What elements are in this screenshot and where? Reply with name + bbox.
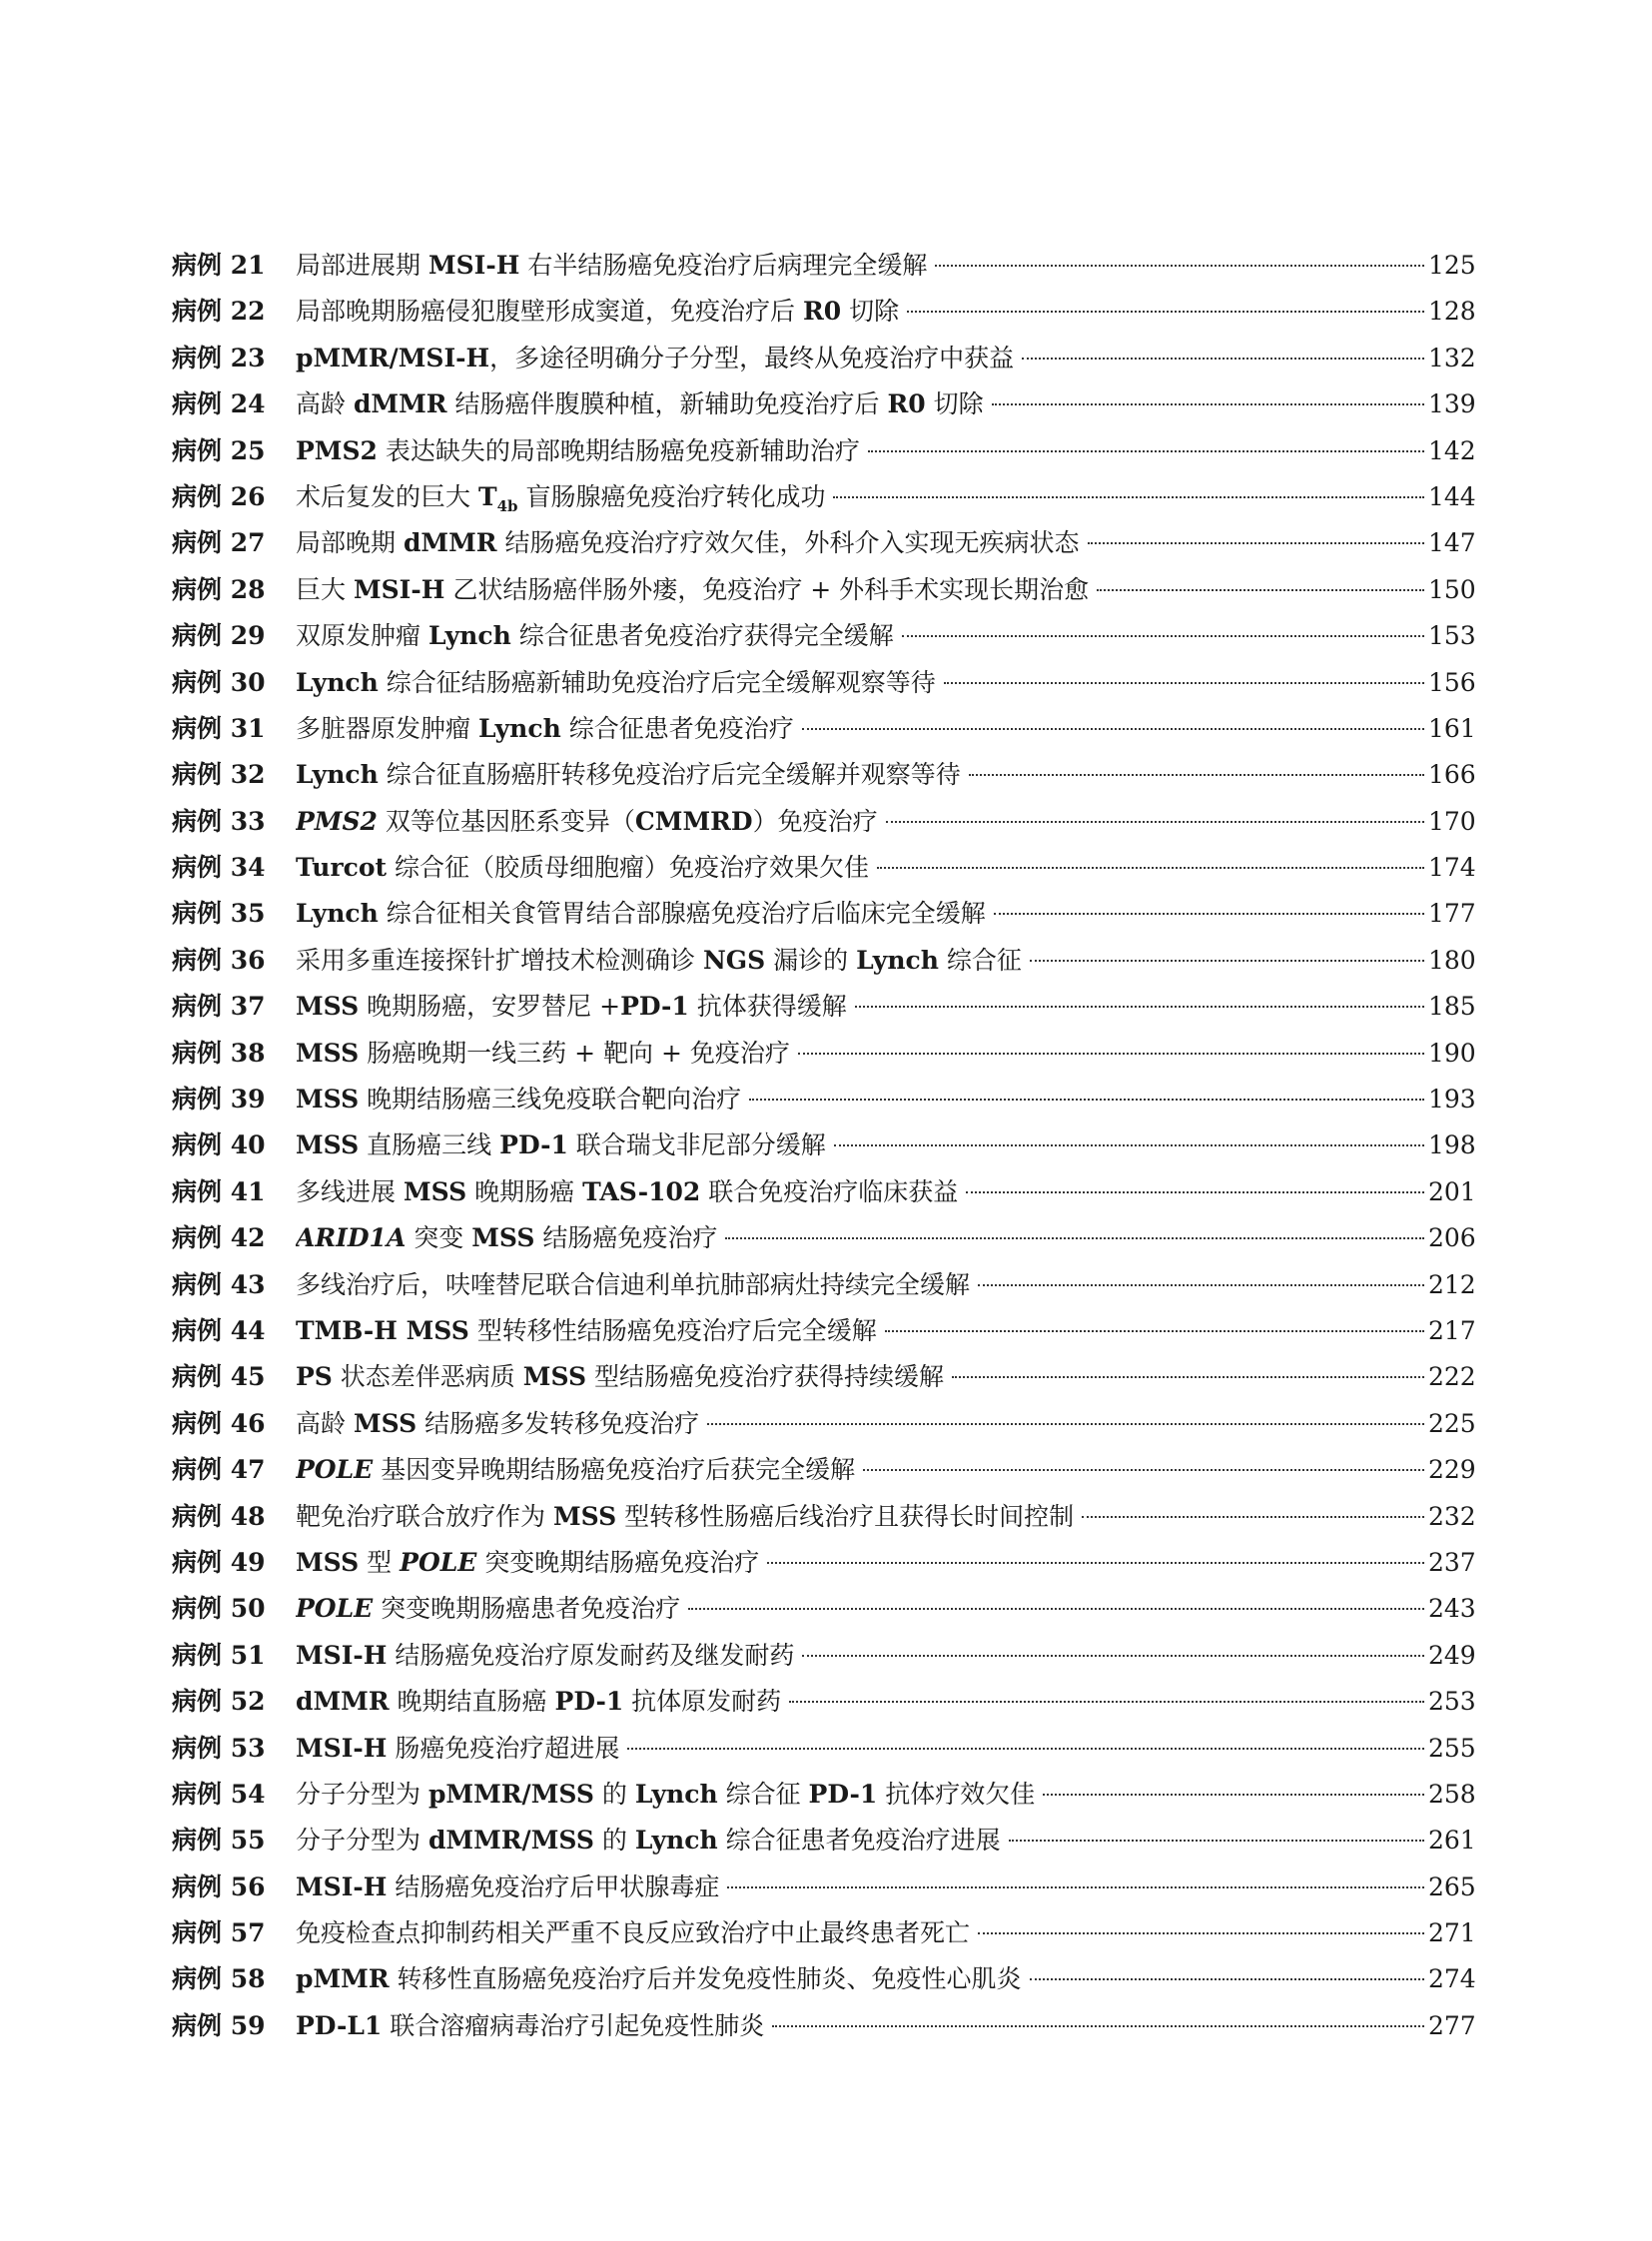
page-number: 144 (1428, 481, 1476, 511)
dot-leader (1088, 542, 1424, 544)
toc-entry[interactable] (172, 474, 1474, 520)
dot-leader (885, 1330, 1424, 1332)
toc-entry[interactable] (172, 243, 1474, 289)
toc-entry[interactable] (172, 1818, 1474, 1864)
dot-leader (798, 1053, 1424, 1055)
toc-entry[interactable] (172, 845, 1474, 891)
dot-leader (992, 403, 1424, 405)
toc-entry[interactable] (172, 1215, 1474, 1261)
toc-entry[interactable] (172, 1447, 1474, 1493)
page-number: 217 (1428, 1315, 1476, 1345)
case-label: 病例 27 (172, 528, 266, 558)
page-number: 177 (1428, 899, 1476, 929)
page-number: 225 (1428, 1408, 1476, 1438)
dot-leader (1022, 358, 1424, 360)
case-title: MSI-H 结肠癌免疫治疗原发耐药及继发耐药 (296, 1640, 795, 1670)
case-label: 病例 22 (172, 297, 266, 327)
case-label: 病例 21 (172, 251, 266, 280)
page-number: 229 (1428, 1455, 1476, 1485)
case-label: 病例 39 (172, 1085, 266, 1115)
case-title: MSS 肠癌晚期一线三药 + 靶向 + 免疫治疗 (296, 1038, 790, 1068)
dot-leader (886, 821, 1424, 823)
page-number: 253 (1428, 1687, 1476, 1717)
toc-entry[interactable] (172, 660, 1474, 706)
dot-leader (907, 311, 1424, 313)
case-label: 病例 31 (172, 713, 266, 743)
case-title: 高龄 MSS 结肠癌多发转移免疫治疗 (296, 1408, 700, 1438)
case-label: 病例 44 (172, 1315, 266, 1345)
toc-entry[interactable] (172, 567, 1474, 613)
case-title: Lynch 综合征相关食管胃结合部腺癌免疫治疗后临床完全缓解 (296, 899, 986, 929)
dot-leader (749, 1099, 1424, 1101)
dot-leader (802, 728, 1424, 730)
case-title: 分子分型为 pMMR/MSS 的 Lynch 综合征 PD-1 抗体疗效欠佳 (296, 1779, 1036, 1809)
page-number: 222 (1428, 1362, 1476, 1392)
page-number: 258 (1428, 1779, 1476, 1809)
toc-entry[interactable] (172, 1354, 1474, 1400)
toc-entry[interactable] (172, 1077, 1474, 1122)
case-label: 病例 42 (172, 1223, 266, 1253)
toc-entry[interactable] (172, 1169, 1474, 1215)
case-title: pMMR/MSI-H，多途径明确分子分型，最终从免疫治疗中获益 (296, 343, 1015, 373)
case-label: 病例 35 (172, 899, 266, 929)
dot-leader (1030, 1978, 1424, 1980)
toc-entry[interactable] (172, 799, 1474, 845)
toc-entry[interactable] (172, 891, 1474, 937)
case-label: 病例 56 (172, 1871, 266, 1901)
page-number: 166 (1428, 760, 1476, 790)
case-label: 病例 43 (172, 1269, 266, 1299)
dot-leader (944, 682, 1424, 684)
toc-entry[interactable] (172, 289, 1474, 335)
page-number: 132 (1428, 343, 1476, 373)
page-number: 243 (1428, 1594, 1476, 1624)
case-title: 局部晚期 dMMR 结肠癌免疫治疗疗效欠佳，外科介入实现无疾病状态 (296, 528, 1080, 558)
toc-entry[interactable] (172, 1910, 1474, 1956)
case-title: 分子分型为 dMMR/MSS 的 Lynch 综合征患者免疫治疗进展 (296, 1826, 1001, 1856)
case-title: 靶免治疗联合放疗作为 MSS 型转移性肠癌后线治疗且获得长时间控制 (296, 1501, 1075, 1531)
toc-entry[interactable] (172, 1122, 1474, 1168)
case-title: Lynch 综合征结肠癌新辅助免疫治疗后完全缓解观察等待 (296, 667, 936, 697)
case-label: 病例 32 (172, 760, 266, 790)
case-label: 病例 38 (172, 1038, 266, 1068)
case-title: 免疫检查点抑制药相关严重不良反应致治疗中止最终患者死亡 (296, 1918, 971, 1948)
case-label: 病例 41 (172, 1176, 266, 1206)
case-label: 病例 26 (172, 481, 266, 511)
case-title: PMS2 表达缺失的局部晚期结肠癌免疫新辅助治疗 (296, 435, 860, 465)
case-label: 病例 37 (172, 992, 266, 1022)
toc-entry[interactable] (172, 938, 1474, 984)
dot-leader (767, 1562, 1424, 1564)
case-title: 双原发肿瘤 Lynch 综合征患者免疫治疗获得完全缓解 (296, 621, 894, 651)
case-title: 采用多重连接探针扩增技术检测确诊 NGS 漏诊的 Lynch 综合征 (296, 945, 1022, 975)
toc-entry[interactable] (172, 1726, 1474, 1772)
toc-entry[interactable] (172, 706, 1474, 752)
dot-leader (863, 1469, 1424, 1471)
case-label: 病例 29 (172, 621, 266, 651)
case-label: 病例 50 (172, 1594, 266, 1624)
toc-entry[interactable] (172, 381, 1474, 427)
case-label: 病例 55 (172, 1826, 266, 1856)
dot-leader (1043, 1794, 1424, 1796)
dot-leader (833, 496, 1424, 498)
case-label: 病例 46 (172, 1408, 266, 1438)
dot-leader (772, 2025, 1424, 2027)
case-title: MSI-H 肠癌免疫治疗超进展 (296, 1733, 620, 1763)
dot-leader (1030, 960, 1424, 962)
case-title: 巨大 MSI-H 乙状结肠癌伴肠外瘘，免疫治疗 + 外科手术实现长期治愈 (296, 574, 1090, 604)
toc-entry[interactable] (172, 1401, 1474, 1447)
case-label: 病例 36 (172, 945, 266, 975)
page-number: 180 (1428, 945, 1476, 975)
case-title: 术后复发的巨大 $T_{4b}$ 盲肠腺癌免疫治疗转化成功 (296, 481, 826, 515)
case-label: 病例 24 (172, 389, 266, 419)
case-label: 病例 58 (172, 1964, 266, 1994)
case-label: 病例 45 (172, 1362, 266, 1392)
page-number: 255 (1428, 1733, 1476, 1763)
dot-leader (868, 450, 1424, 452)
case-label: 病例 23 (172, 343, 266, 373)
case-title: 局部进展期 MSI-H 右半结肠癌免疫治疗后病理完全缓解 (296, 251, 928, 280)
case-title: dMMR 晚期结直肠癌 PD-1 抗体原发耐药 (296, 1687, 782, 1717)
dot-leader (707, 1423, 1424, 1425)
page-number: 139 (1428, 389, 1476, 419)
case-title: MSS 型 POLE 突变晚期结肠癌免疫治疗 (296, 1547, 760, 1577)
case-label: 病例 54 (172, 1779, 266, 1809)
dot-leader (935, 265, 1424, 267)
case-label: 病例 40 (172, 1130, 266, 1160)
case-label: 病例 34 (172, 853, 266, 883)
page-number: 232 (1428, 1501, 1476, 1531)
case-title: MSS 晚期肠癌，安罗替尼 +PD-1 抗体获得缓解 (296, 992, 847, 1022)
case-label: 病例 53 (172, 1733, 266, 1763)
case-title: 局部晚期肠癌侵犯腹壁形成窦道，免疫治疗后 R0 切除 (296, 297, 900, 327)
case-title: 多线治疗后，呋喹替尼联合信迪利单抗肺部病灶持续完全缓解 (296, 1269, 971, 1299)
page-number: 147 (1428, 528, 1476, 558)
dot-leader (1009, 1840, 1424, 1842)
toc-entry[interactable] (172, 1956, 1474, 2002)
case-title: PMS2 双等位基因胚系变异（CMMRD）免疫治疗 (296, 806, 878, 836)
case-title: PD-L1 联合溶瘤病毒治疗引起免疫性肺炎 (296, 2010, 765, 2040)
dot-leader (727, 1886, 1424, 1888)
case-title: ARID1A 突变 MSS 结肠癌免疫治疗 (296, 1223, 718, 1253)
toc-entry[interactable] (172, 428, 1474, 474)
toc-entry[interactable] (172, 520, 1474, 566)
page-number: 170 (1428, 806, 1476, 836)
dot-leader (855, 1006, 1424, 1008)
page-number: 206 (1428, 1223, 1476, 1253)
case-title: MSI-H 结肠癌免疫治疗后甲状腺毒症 (296, 1871, 720, 1901)
case-title: POLE 基因变异晚期结肠癌免疫治疗后获完全缓解 (296, 1455, 856, 1485)
page-number: 193 (1428, 1085, 1476, 1115)
case-label: 病例 25 (172, 435, 266, 465)
toc-entry[interactable] (172, 1586, 1474, 1632)
page-number: 125 (1428, 251, 1476, 280)
page-number: 128 (1428, 297, 1476, 327)
toc-entry[interactable] (172, 984, 1474, 1030)
page-number: 265 (1428, 1871, 1476, 1901)
page-number: 156 (1428, 667, 1476, 697)
toc-entry[interactable] (172, 1772, 1474, 1818)
dot-leader (952, 1376, 1424, 1378)
case-label: 病例 48 (172, 1501, 266, 1531)
case-title: 高龄 dMMR 结肠癌伴腹膜种植，新辅助免疫治疗后 R0 切除 (296, 389, 984, 419)
toc-entry[interactable] (172, 1494, 1474, 1540)
case-title: MSS 直肠癌三线 PD-1 联合瑞戈非尼部分缓解 (296, 1130, 826, 1160)
table-of-contents (172, 243, 1474, 2049)
toc-entry[interactable] (172, 1633, 1474, 1679)
case-label: 病例 52 (172, 1687, 266, 1717)
dot-leader (789, 1701, 1424, 1703)
page-number: 153 (1428, 621, 1476, 651)
case-title: POLE 突变晚期肠癌患者免疫治疗 (296, 1594, 681, 1624)
dot-leader (966, 1191, 1424, 1193)
toc-entry[interactable] (172, 2003, 1474, 2049)
case-title: Lynch 综合征直肠癌肝转移免疫治疗后完全缓解并观察等待 (296, 760, 961, 790)
page-number: 271 (1428, 1918, 1476, 1948)
case-title: Turcot 综合征（胶质母细胞瘤）免疫治疗效果欠佳 (296, 853, 870, 883)
dot-leader (877, 867, 1424, 869)
case-title: PS 状态差伴恶病质 MSS 型结肠癌免疫治疗获得持续缓解 (296, 1362, 944, 1392)
case-label: 病例 57 (172, 1918, 266, 1948)
page-number: 190 (1428, 1038, 1476, 1068)
page-number: 261 (1428, 1826, 1476, 1856)
dot-leader (688, 1608, 1424, 1610)
case-title: MSS 晚期结肠癌三线免疫联合靶向治疗 (296, 1085, 742, 1115)
page-number: 277 (1428, 2010, 1476, 2040)
dot-leader (902, 635, 1424, 637)
dot-leader (969, 774, 1424, 776)
page-number: 237 (1428, 1547, 1476, 1577)
page-number: 198 (1428, 1130, 1476, 1160)
page-number: 185 (1428, 992, 1476, 1022)
dot-leader (802, 1655, 1424, 1657)
case-label: 病例 51 (172, 1640, 266, 1670)
toc-entry[interactable] (172, 1865, 1474, 1910)
case-label: 病例 47 (172, 1455, 266, 1485)
dot-leader (725, 1237, 1424, 1239)
page-number: 142 (1428, 435, 1476, 465)
dot-leader (627, 1748, 1424, 1750)
dot-leader (834, 1144, 1424, 1146)
page-number: 161 (1428, 713, 1476, 743)
dot-leader (978, 1932, 1424, 1934)
case-label: 病例 33 (172, 806, 266, 836)
toc-entry[interactable] (172, 336, 1474, 381)
case-label: 病例 59 (172, 2010, 266, 2040)
page-number: 174 (1428, 853, 1476, 883)
dot-leader (978, 1284, 1424, 1286)
toc-entry[interactable] (172, 1540, 1474, 1586)
case-title: 多线进展 MSS 晚期肠癌 TAS-102 联合免疫治疗临床获益 (296, 1176, 959, 1206)
case-title: 多脏器原发肿瘤 Lynch 综合征患者免疫治疗 (296, 713, 794, 743)
page-number: 150 (1428, 574, 1476, 604)
page-number: 274 (1428, 1964, 1476, 1994)
case-label: 病例 30 (172, 667, 266, 697)
toc-entry[interactable] (172, 1679, 1474, 1725)
case-title: pMMR 转移性直肠癌免疫治疗后并发免疫性肺炎、免疫性心肌炎 (296, 1964, 1022, 1994)
toc-entry[interactable] (172, 752, 1474, 798)
toc-entry[interactable] (172, 1308, 1474, 1354)
page-number: 201 (1428, 1176, 1476, 1206)
toc-entry[interactable] (172, 1262, 1474, 1308)
page-number: 249 (1428, 1640, 1476, 1670)
dot-leader (994, 913, 1424, 915)
case-title: TMB-H MSS 型转移性结肠癌免疫治疗后完全缓解 (296, 1315, 877, 1345)
dot-leader (1082, 1516, 1424, 1518)
case-label: 病例 49 (172, 1547, 266, 1577)
toc-entry[interactable] (172, 613, 1474, 659)
toc-entry[interactable] (172, 1031, 1474, 1077)
page-number: 212 (1428, 1269, 1476, 1299)
dot-leader (1097, 589, 1424, 591)
case-label: 病例 28 (172, 574, 266, 604)
